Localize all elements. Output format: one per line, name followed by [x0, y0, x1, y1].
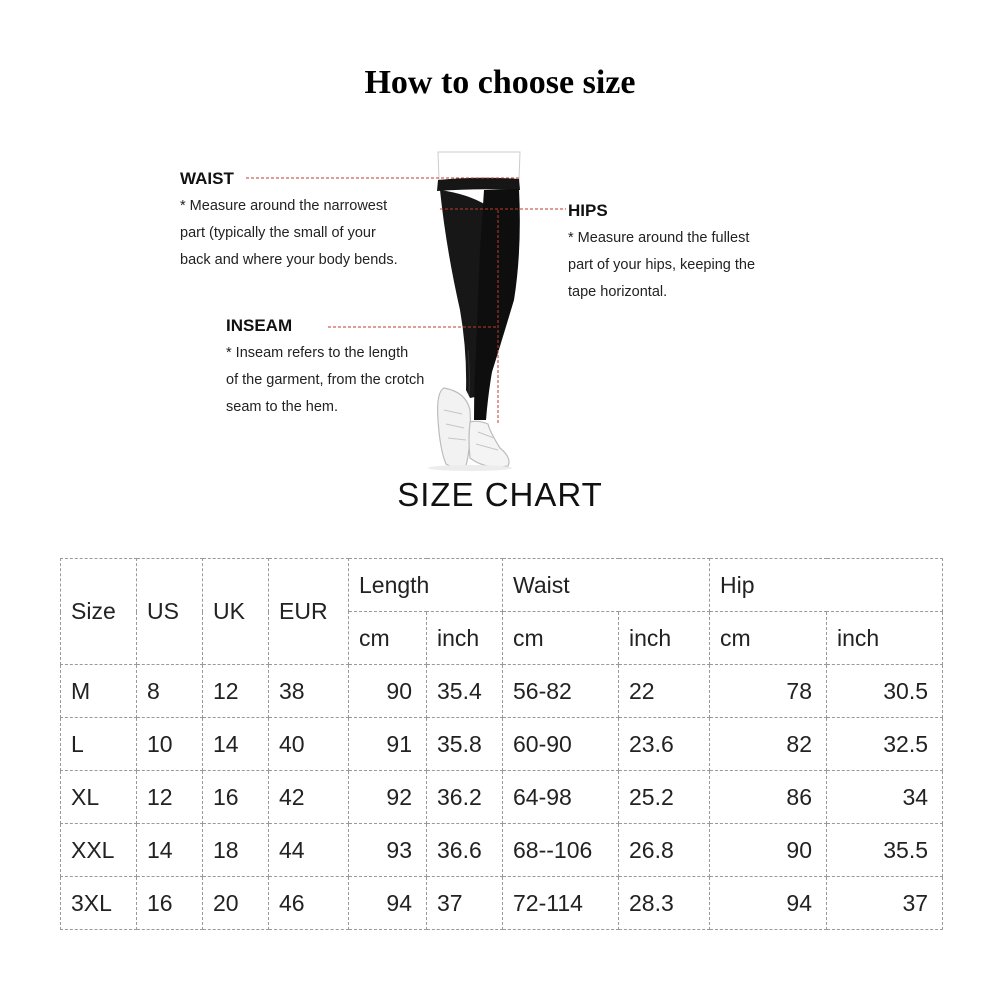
col-header-hip: Hip — [710, 559, 943, 612]
table-row — [61, 877, 943, 930]
cell-length-cm: 90 — [349, 665, 427, 718]
leggings-model-illustration — [0, 0, 1000, 480]
cell-waist-inch: 25.2 — [619, 771, 710, 824]
cell-size: XL — [61, 771, 137, 824]
cell-uk: 14 — [203, 718, 269, 771]
shoe-right — [469, 421, 509, 467]
cell-length-inch: 35.4 — [427, 665, 503, 718]
col-header-hip-cm: cm — [710, 612, 827, 665]
waist-label: WAIST — [180, 169, 234, 188]
cell-uk: 18 — [203, 824, 269, 877]
col-header-waist: Waist — [503, 559, 710, 612]
page-title: How to choose size — [364, 64, 636, 101]
cell-hip-cm: 90 — [710, 824, 827, 877]
waistband — [437, 178, 520, 191]
cell-waist-cm: 64-98 — [503, 771, 619, 824]
inseam-description: * Inseam refers to the length of the garment, from the crotch seam to the hem. — [226, 345, 425, 415]
col-header-waist-inch: inch — [619, 612, 710, 665]
table-row — [61, 665, 943, 718]
cell-hip-inch: 32.5 — [827, 718, 943, 771]
cell-hip-inch: 34 — [827, 771, 943, 824]
col-header-hip-inch: inch — [827, 612, 943, 665]
size-chart-title: SIZE CHART — [397, 476, 603, 513]
cell-uk: 16 — [203, 771, 269, 824]
col-header-eur: EUR — [269, 559, 349, 665]
col-header-length-cm: cm — [349, 612, 427, 665]
cell-eur: 38 — [269, 665, 349, 718]
cell-length-cm: 92 — [349, 771, 427, 824]
table-row — [61, 824, 943, 877]
cell-us: 8 — [137, 665, 203, 718]
cell-waist-cm: 68--106 — [503, 824, 619, 877]
cell-hip-cm: 82 — [710, 718, 827, 771]
cell-size: XXL — [61, 824, 137, 877]
cell-hip-cm: 78 — [710, 665, 827, 718]
col-header-size: Size — [61, 559, 137, 665]
cell-hip-cm: 94 — [710, 877, 827, 930]
top-garment — [438, 152, 520, 180]
table-row — [61, 771, 943, 824]
cell-waist-inch: 28.3 — [619, 877, 710, 930]
table-header-row — [61, 559, 943, 612]
cell-length-inch: 35.8 — [427, 718, 503, 771]
cell-eur: 44 — [269, 824, 349, 877]
cell-eur: 40 — [269, 718, 349, 771]
cell-hip-inch: 35.5 — [827, 824, 943, 877]
cell-length-cm: 94 — [349, 877, 427, 930]
col-header-us: US — [137, 559, 203, 665]
cell-waist-inch: 26.8 — [619, 824, 710, 877]
cell-length-cm: 93 — [349, 824, 427, 877]
cell-us: 10 — [137, 718, 203, 771]
size-table — [60, 558, 943, 930]
cell-length-inch: 37 — [427, 877, 503, 930]
cell-length-inch: 36.6 — [427, 824, 503, 877]
cell-size: L — [61, 718, 137, 771]
inseam-label: INSEAM — [226, 316, 293, 335]
cell-eur: 42 — [269, 771, 349, 824]
col-header-waist-cm: cm — [503, 612, 619, 665]
col-header-length: Length — [349, 559, 503, 612]
hips-label: HIPS — [568, 201, 608, 220]
cell-hip-cm: 86 — [710, 771, 827, 824]
waist-description: * Measure around the narrowest part (typically the small of your back and where your body bends. — [180, 198, 398, 268]
cell-uk: 12 — [203, 665, 269, 718]
cell-length-cm: 91 — [349, 718, 427, 771]
cell-waist-cm: 60-90 — [503, 718, 619, 771]
cell-hip-inch: 30.5 — [827, 665, 943, 718]
cell-us: 14 — [137, 824, 203, 877]
cell-us: 12 — [137, 771, 203, 824]
table-row — [61, 718, 943, 771]
cell-hip-inch: 37 — [827, 877, 943, 930]
cell-length-inch: 36.2 — [427, 771, 503, 824]
cell-waist-inch: 23.6 — [619, 718, 710, 771]
cell-size: 3XL — [61, 877, 137, 930]
col-header-length-inch: inch — [427, 612, 503, 665]
col-header-uk: UK — [203, 559, 269, 665]
cell-eur: 46 — [269, 877, 349, 930]
hips-description: * Measure around the fullest part of your hips, keeping the tape horizontal. — [568, 230, 756, 300]
cell-waist-cm: 72-114 — [503, 877, 619, 930]
cell-us: 16 — [137, 877, 203, 930]
cell-uk: 20 — [203, 877, 269, 930]
cell-size: M — [61, 665, 137, 718]
cell-waist-cm: 56-82 — [503, 665, 619, 718]
cell-waist-inch: 22 — [619, 665, 710, 718]
